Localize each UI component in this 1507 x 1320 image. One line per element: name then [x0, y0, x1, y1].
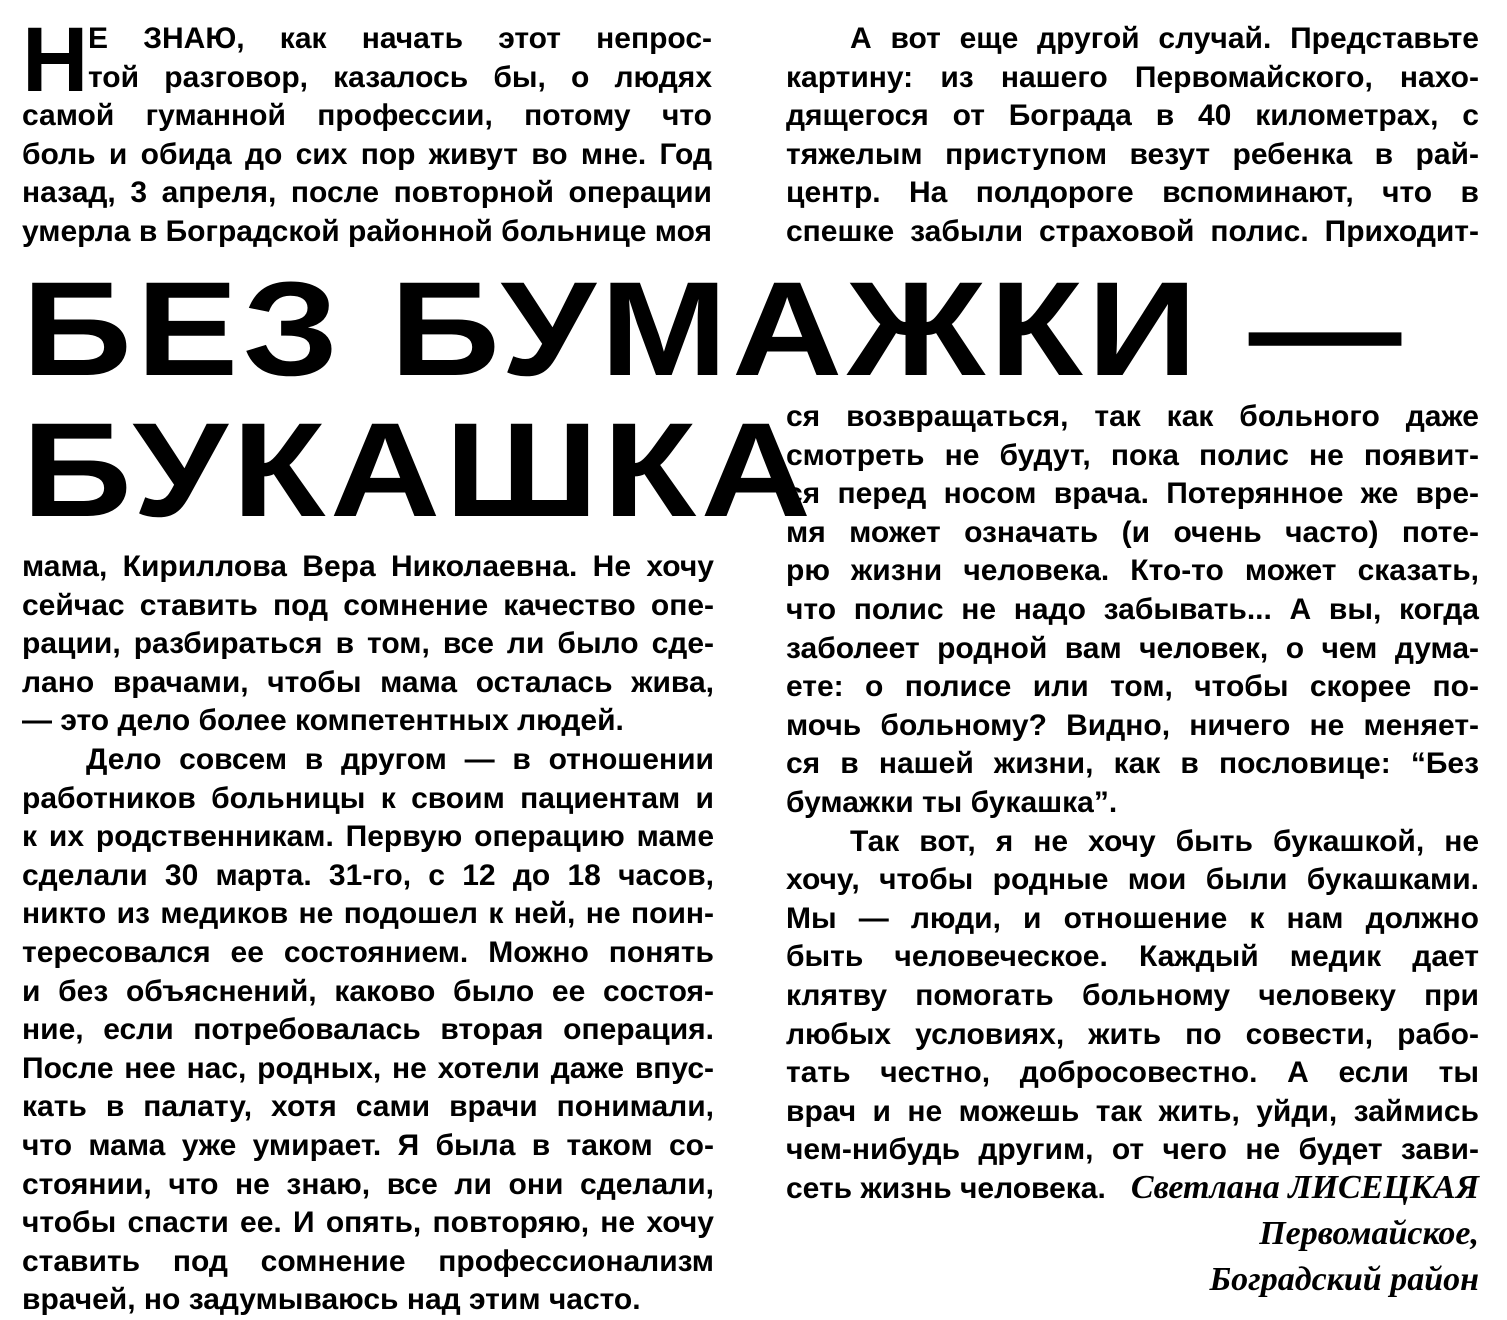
text-line: ете: о полисе или том, чтобы скорее по-	[786, 670, 1479, 704]
text-line: лано врачами, чтобы мама осталась жива,	[22, 665, 714, 699]
text-line: самой гуманной профессии, потому что	[22, 99, 712, 133]
headline-line-2: БУКАШКА	[22, 396, 816, 545]
column-bottom-left	[22, 548, 714, 1320]
text-line: любых условиях, жить по совести, рабо-	[786, 1017, 1479, 1051]
author-name: Светлана ЛИСЕЦКАЯ	[1130, 1169, 1479, 1206]
paragraph	[786, 398, 1479, 823]
text-line: врачей, но задумываюсь над этим часто.	[22, 1283, 641, 1317]
text-line: бумажки ты букашка”.	[786, 785, 1118, 819]
text-line: тать честно, добросовестно. А если ты	[786, 1056, 1479, 1090]
text-line: что мама уже умирает. Я была в таком со-	[22, 1128, 714, 1162]
text-line: тересовался ее состоянием. Можно понять	[22, 935, 714, 969]
text-line: Так вот, я не хочу быть букашкой, не	[850, 824, 1479, 858]
text-line: дящегося от Бограда в 40 километрах, с	[786, 99, 1479, 133]
paragraph	[22, 548, 714, 741]
text-line: умерла в Боградской районной больнице моя	[22, 214, 713, 248]
column-top-left	[22, 9, 713, 252]
text-line: Мы — люди, и отношение к нам должно	[786, 901, 1479, 935]
drop-cap: Н	[22, 9, 89, 111]
text-line: ся перед носом врача. Потерянное же вре-	[786, 477, 1479, 511]
text-line: стоянии, что не знаю, все ли они сделали,	[22, 1167, 714, 1201]
text-line: хочу, чтобы родные мои были букашками.	[786, 863, 1479, 897]
text-line: боль и обида до сих пор живут во мне. Год	[22, 137, 712, 171]
text-line: — это дело более компетентных людей.	[22, 704, 624, 738]
column-bottom-right	[786, 398, 1479, 1208]
text-line: тяжелым приступом везут ребенка в рай-	[786, 137, 1479, 171]
text-line: что полис не надо забывать... А вы, когда	[786, 592, 1479, 626]
text-line: Дело совсем в другом — в отношении	[86, 742, 714, 776]
text-line: рации, разбираться в том, все ли было сде-	[22, 627, 714, 661]
text-line: мя может означать (и очень часто) поте-	[786, 515, 1479, 549]
text-line: А вот еще другой случай. Представьте	[850, 22, 1479, 55]
text-line: ся в нашей жизни, как в пословице: “Без	[786, 747, 1479, 781]
text-line: кать в палату, хотя сами врачи понимали,	[22, 1090, 714, 1124]
text-line: чем-нибудь другим, от чего не будет зави-	[786, 1133, 1479, 1167]
text-line: мочь больному? Видно, ничего не меняет-	[786, 708, 1479, 742]
text-line: никто из медиков не подошел к ней, не поин-	[22, 897, 714, 931]
text-line: ся возвращаться, так как больного даже	[786, 400, 1479, 433]
text-line: смотреть не будут, пока полис не появит-	[786, 438, 1479, 472]
text-line: чтобы спасти ее. И опять, повторяю, не хочу	[22, 1206, 714, 1240]
text-line: назад, 3 апреля, после повторной операции	[22, 176, 712, 210]
author-location-village: Первомайское,	[1259, 1215, 1479, 1252]
text-line: центр. На полдороге вспоминают, что в	[786, 176, 1479, 210]
column-top-right	[786, 20, 1479, 252]
text-line: После нее нас, родных, не хотели даже впус-	[22, 1051, 714, 1085]
text-line: сделали 30 марта. 31-го, с 12 до 18 часов,	[22, 858, 714, 892]
text-line: спешке забыли страховой полис. Приходит-	[786, 214, 1479, 248]
text-line: той разговор, казалось бы, о людях	[88, 60, 712, 94]
text-line: ставить под сомнение профессионализм	[22, 1244, 714, 1278]
text-line: к их родственникам. Первую операцию маме	[22, 820, 714, 854]
text-line: сеть жизнь человека.	[786, 1171, 1106, 1205]
author-location-district: Боградский район	[1209, 1261, 1479, 1298]
paragraph	[786, 823, 1479, 1209]
byline	[1131, 1165, 1479, 1303]
text-line: мама, Кириллова Вера Николаевна. Не хочу	[22, 550, 714, 583]
text-line: Е ЗНАЮ, как начать этот непрос-	[88, 22, 712, 55]
text-line: и без объяснений, каково было ее состоя-	[22, 974, 714, 1008]
text-line: картину: из нашего Первомайского, нахо-	[786, 60, 1479, 94]
text-line: ние, если потребовалась вторая операция.	[22, 1013, 714, 1047]
paragraph	[22, 741, 714, 1320]
text-line: клятву помогать больному человеку при	[786, 978, 1479, 1012]
text-line: рю жизни человека. Кто-то может сказать,	[786, 554, 1479, 588]
text-line: врач и не можешь так жить, уйди, займись	[786, 1094, 1479, 1128]
text-line: быть человеческое. Каждый медик дает	[786, 940, 1479, 974]
text-line: заболеет родной вам человек, о чем дума-	[786, 631, 1479, 665]
text-line: работников больницы к своим пациентам и	[22, 781, 714, 815]
headline-line-1: БЕЗ БУМАЖКИ —	[22, 255, 1406, 404]
text-line: сейчас ставить под сомнение качество опе-	[22, 588, 714, 622]
